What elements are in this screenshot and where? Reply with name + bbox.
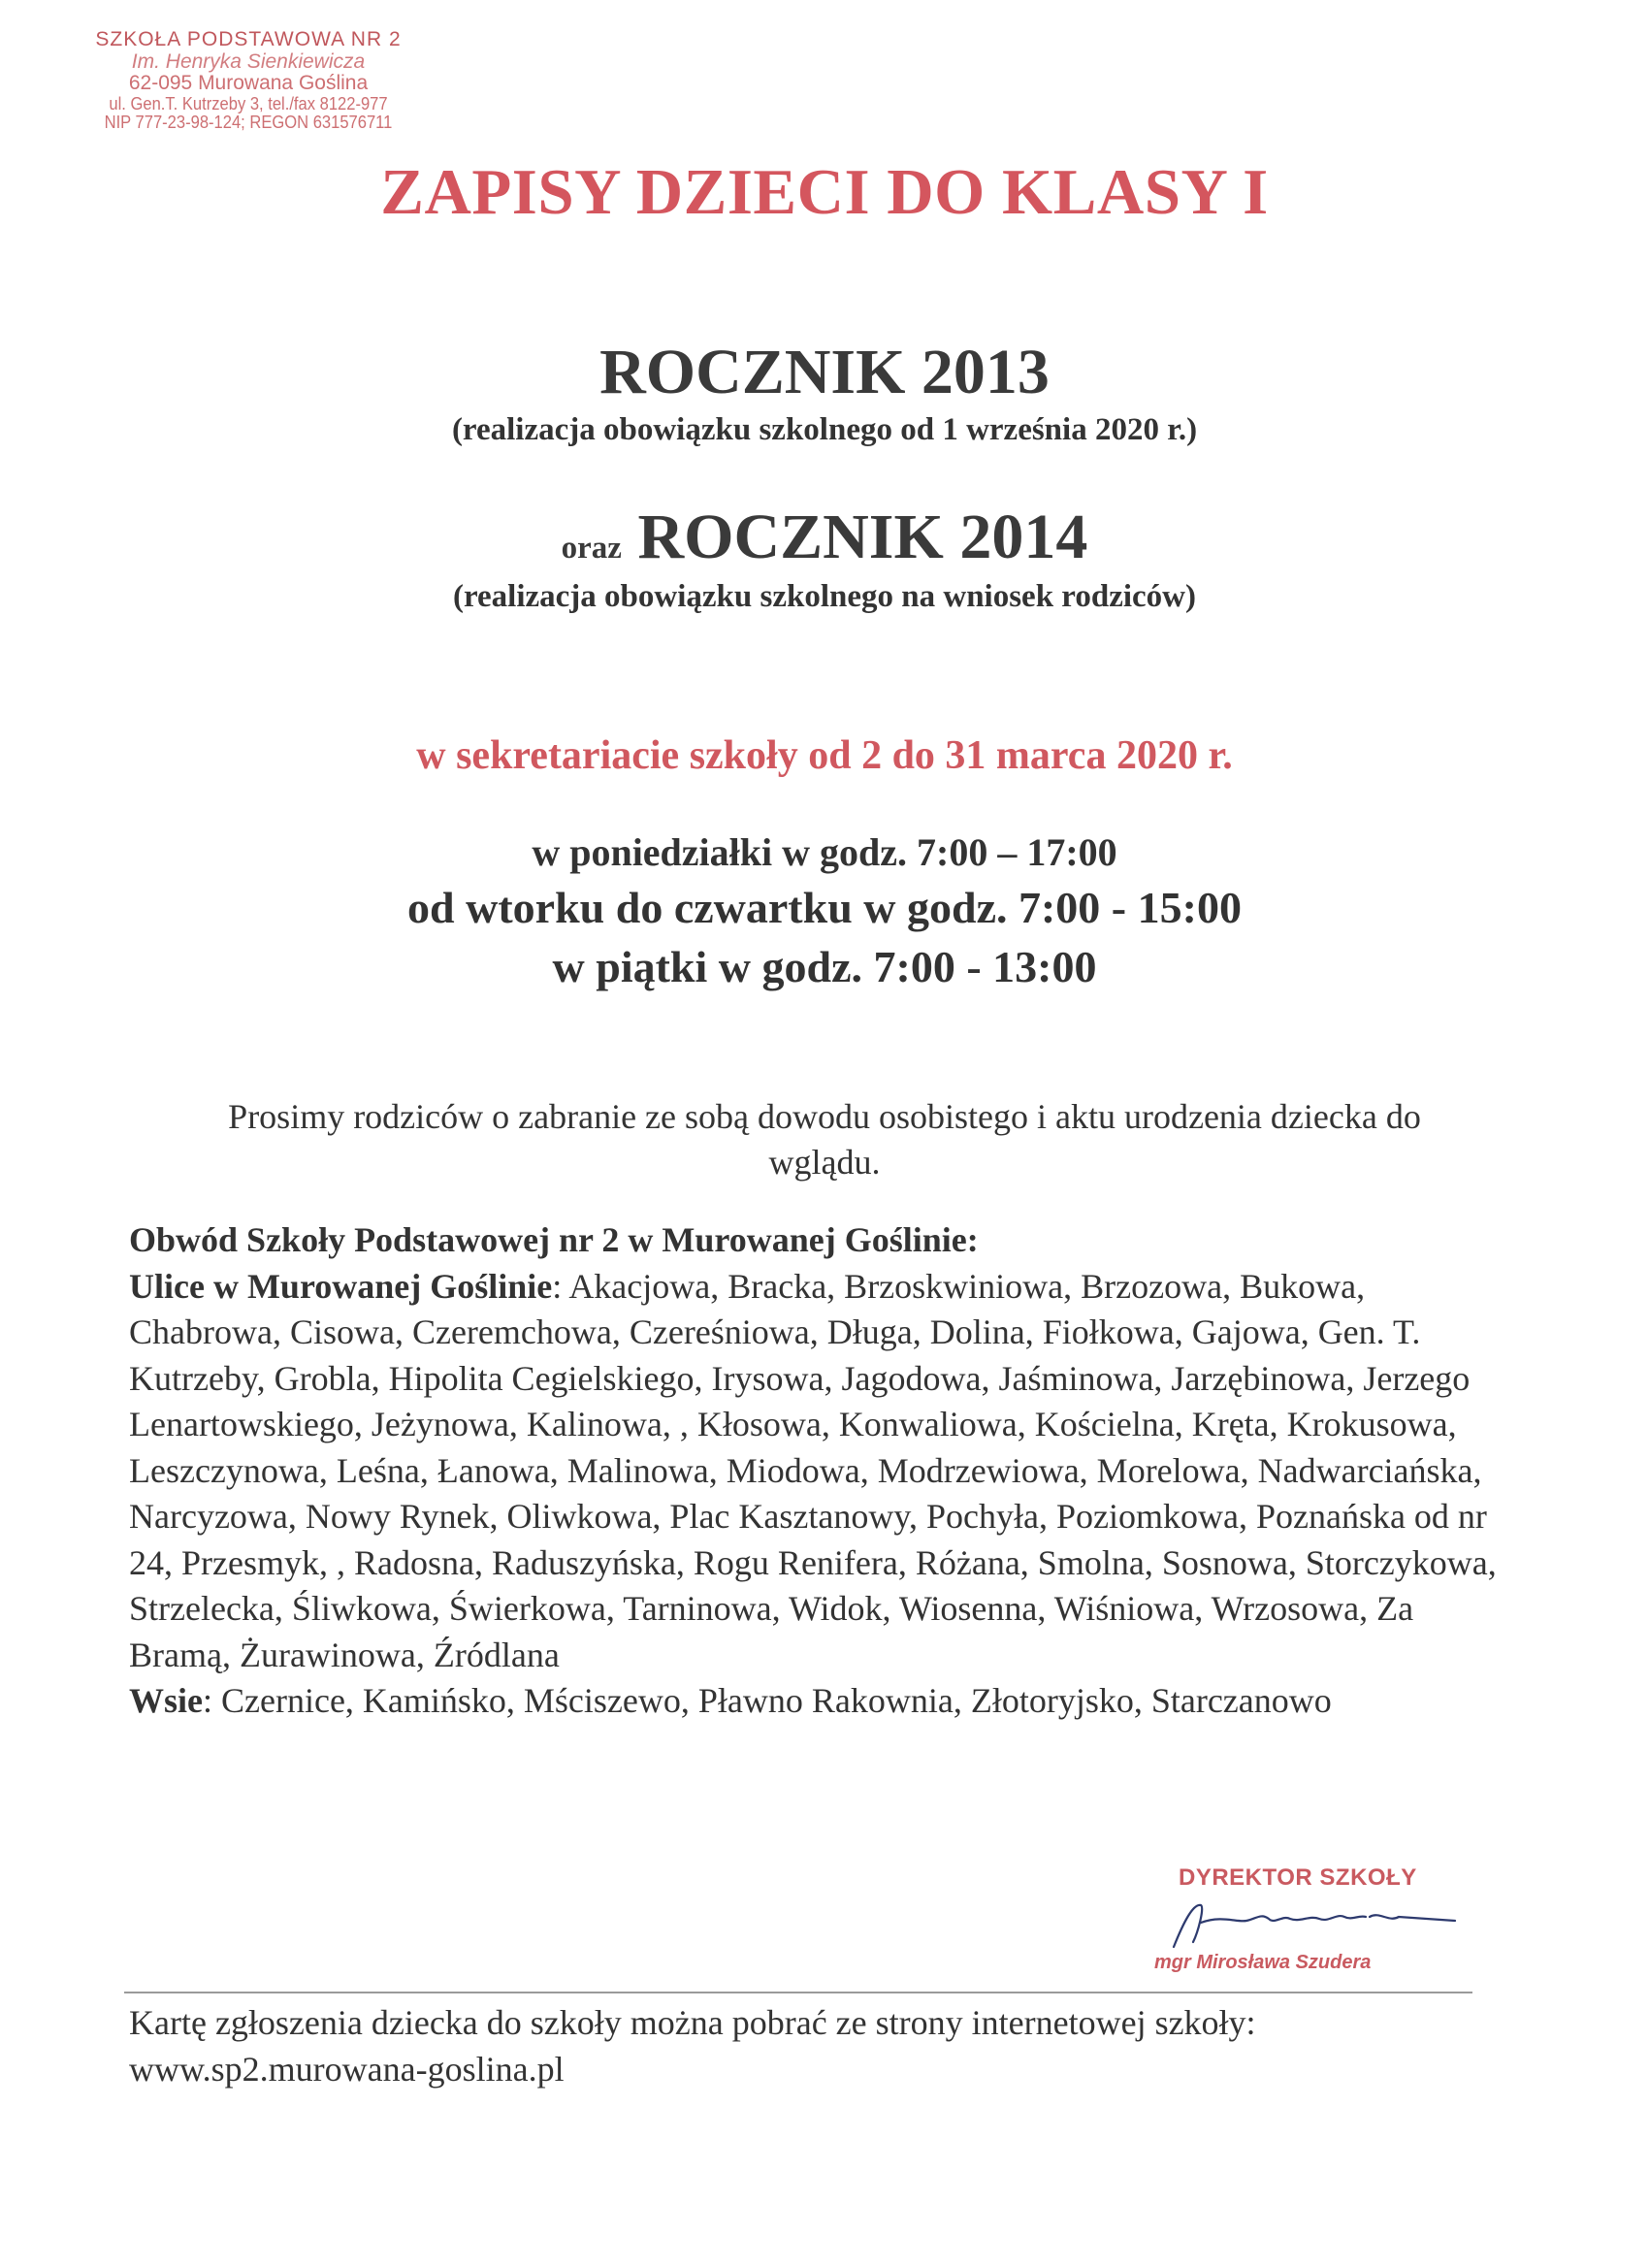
hours-tuesday-thursday: od wtorku do czwartku w godz. 7:00 - 15:00	[407, 883, 1242, 933]
villages-label: Wsie	[129, 1681, 203, 1721]
hours-friday: w piątki w godz. 7:00 - 13:00	[552, 942, 1097, 992]
streets-list: : Akacjowa, Bracka, Brzoskwiniowa, Brzozowa, Bukowa, Chabrowa, Cisowa, Czeremchowa, Czereśniowa, Długa, Dolina, Fiołkowa, Gajowa, Gen. T. Kutrzeby, Grobla, Hipolita Cegielskiego, Irysowa, Jagodowa, Jaśminowa, Jarzębinowa, Jerzego Lenartowskiego, Jeżynowa, Kalinowa, , Kłosowa, Konwaliowa, Kościelna, Kręta, Krokusowa, Leszczynowa, Leśna, Łanowa, Malinowa, Miodowa, Modrzewiowa, Morelowa, Nadwarciańska, Narcyzowa, Nowy Rynek, Oliwkowa, Plac Kasztanowy, Pochyła, Poziomkowa, Poznańska od nr 24, Przesmyk, , Radosna, Raduszyńska, Rogu Renifera, Różana, Smolna, Sosnowa, Storczykowa, Strzelecka, Śliwkowa, Świerkowa, Tarninowa, Widok, Wiosenna, Wiśniowa, Wrzosowa, Za Bramą, Żurawinowa, Źródlana	[129, 1266, 1497, 1674]
stamp-line-school-name: SZKOŁA PODSTAWOWA NR 2	[95, 28, 402, 50]
documents-note: Prosimy rodziców o zabranie ze sobą dowodu osobistego i aktu urodzenia dziecka do wglądu.	[228, 1097, 1421, 1182]
rocznik-2014-title: ROCZNIK 2014	[637, 502, 1088, 572]
director-name: mgr Mirosława Szudera	[1154, 1952, 1372, 1973]
school-stamp	[54, 29, 442, 133]
stamp-line-address: ul. Gen.T. Kutrzeby 3, tel./fax 8122-977	[109, 94, 388, 114]
registration-dates: w sekretariacie szkoły od 2 do 31 marca 2020 r.	[416, 733, 1233, 778]
rocznik-2014-heading	[0, 501, 1649, 574]
footer-note: Kartę zgłoszenia dziecka do szkoły można pobrać ze strony internetowej szkoły: www.sp2.murowana-goslina.pl	[129, 2003, 1256, 2089]
office-hours	[0, 826, 1649, 997]
rocznik-2014-subtitle: (realizacja obowiązku szkolnego na wniosek rodziców)	[452, 579, 1196, 614]
director-role: DYREKTOR SZKOŁY	[1179, 1864, 1417, 1891]
school-district-section	[129, 1217, 1506, 1725]
page-title: ZAPISY DZIECI DO KLASY I	[380, 156, 1269, 228]
district-heading: Obwód Szkoły Podstawowej nr 2 w Murowanej Goślinie:	[129, 1220, 979, 1259]
divider	[124, 1992, 1472, 1993]
rocznik-2014-prefix: oraz	[561, 531, 622, 566]
stamp-line-postal: 62-095 Murowana Goślina	[128, 72, 369, 95]
director-signature-stamp	[1125, 1864, 1474, 1973]
stamp-line-patron: Im. Henryka Sienkiewicza	[131, 49, 366, 73]
district-villages	[129, 1678, 1506, 1725]
stamp-line-nip-regon: NIP 777-23-98-124; REGON 631576711	[104, 113, 393, 133]
district-streets	[129, 1264, 1506, 1679]
rocznik-2013-heading: ROCZNIK 2013	[599, 337, 1050, 407]
rocznik-2013-subtitle: (realizacja obowiązku szkolnego od 1 września 2020 r.)	[451, 412, 1198, 447]
hours-monday: w poniedziałki w godz. 7:00 – 17:00	[532, 830, 1117, 874]
streets-label: Ulice w Murowanej Goślinie	[129, 1266, 553, 1306]
villages-list: : Czernice, Kamińsko, Mściszewo, Pławno Rakownia, Złotoryjsko, Starczanowo	[203, 1681, 1332, 1721]
